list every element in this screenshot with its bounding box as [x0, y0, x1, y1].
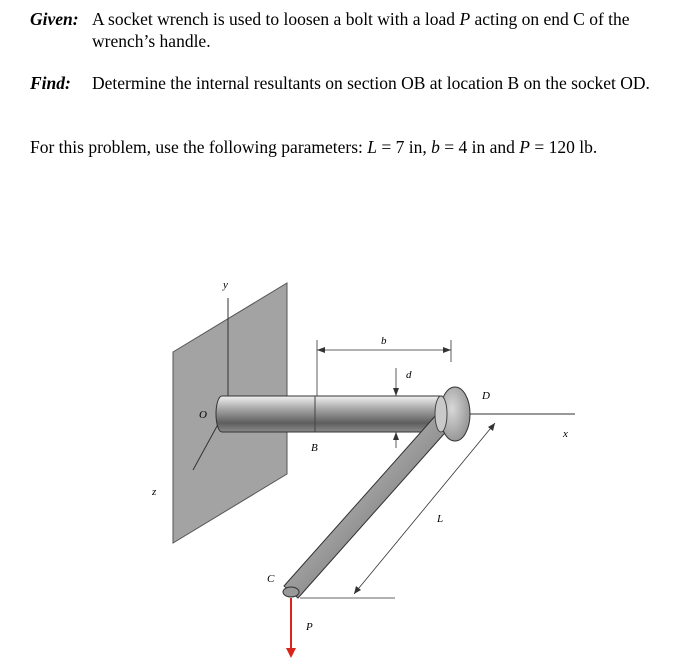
- given-label: Given:: [30, 9, 79, 29]
- given-text: A socket wrench is used to loosen a bolt with a load P acting on end C of the wrench’s handle.: [92, 9, 630, 51]
- point-o-label: O: [199, 409, 207, 421]
- y-axis-label: y: [223, 279, 228, 291]
- load-p-label: P: [306, 621, 313, 633]
- dimension-l-label: L: [437, 513, 444, 525]
- dimension-b-label: b: [381, 335, 387, 347]
- socket-shaft: [216, 396, 442, 432]
- x-axis-label: x: [563, 428, 568, 440]
- z-axis-label: z: [152, 486, 157, 498]
- dimension-b-arrow-left: [317, 347, 325, 353]
- point-d-label: D: [482, 390, 490, 402]
- dimension-d-label: d: [406, 369, 412, 381]
- dimension-b-arrow-right: [443, 347, 451, 353]
- wrench-handle: [284, 414, 451, 598]
- find-label: Find:: [30, 73, 71, 93]
- parameters-line: For this problem, use the following parameters: L = 7 in, b = 4 in and P = 120 lb.: [30, 137, 598, 157]
- find-text: Determine the internal resultants on section OB at location B on the socket OD.: [92, 73, 650, 93]
- dimension-d-arrowhead-bottom: [393, 432, 399, 440]
- point-b-label: B: [311, 442, 318, 454]
- handle-end-c: [283, 587, 299, 597]
- load-p-arrowhead: [286, 648, 296, 658]
- socket-end-face: [435, 396, 447, 432]
- point-c-label: C: [267, 573, 275, 585]
- dimension-d-arrowhead-top: [393, 388, 399, 396]
